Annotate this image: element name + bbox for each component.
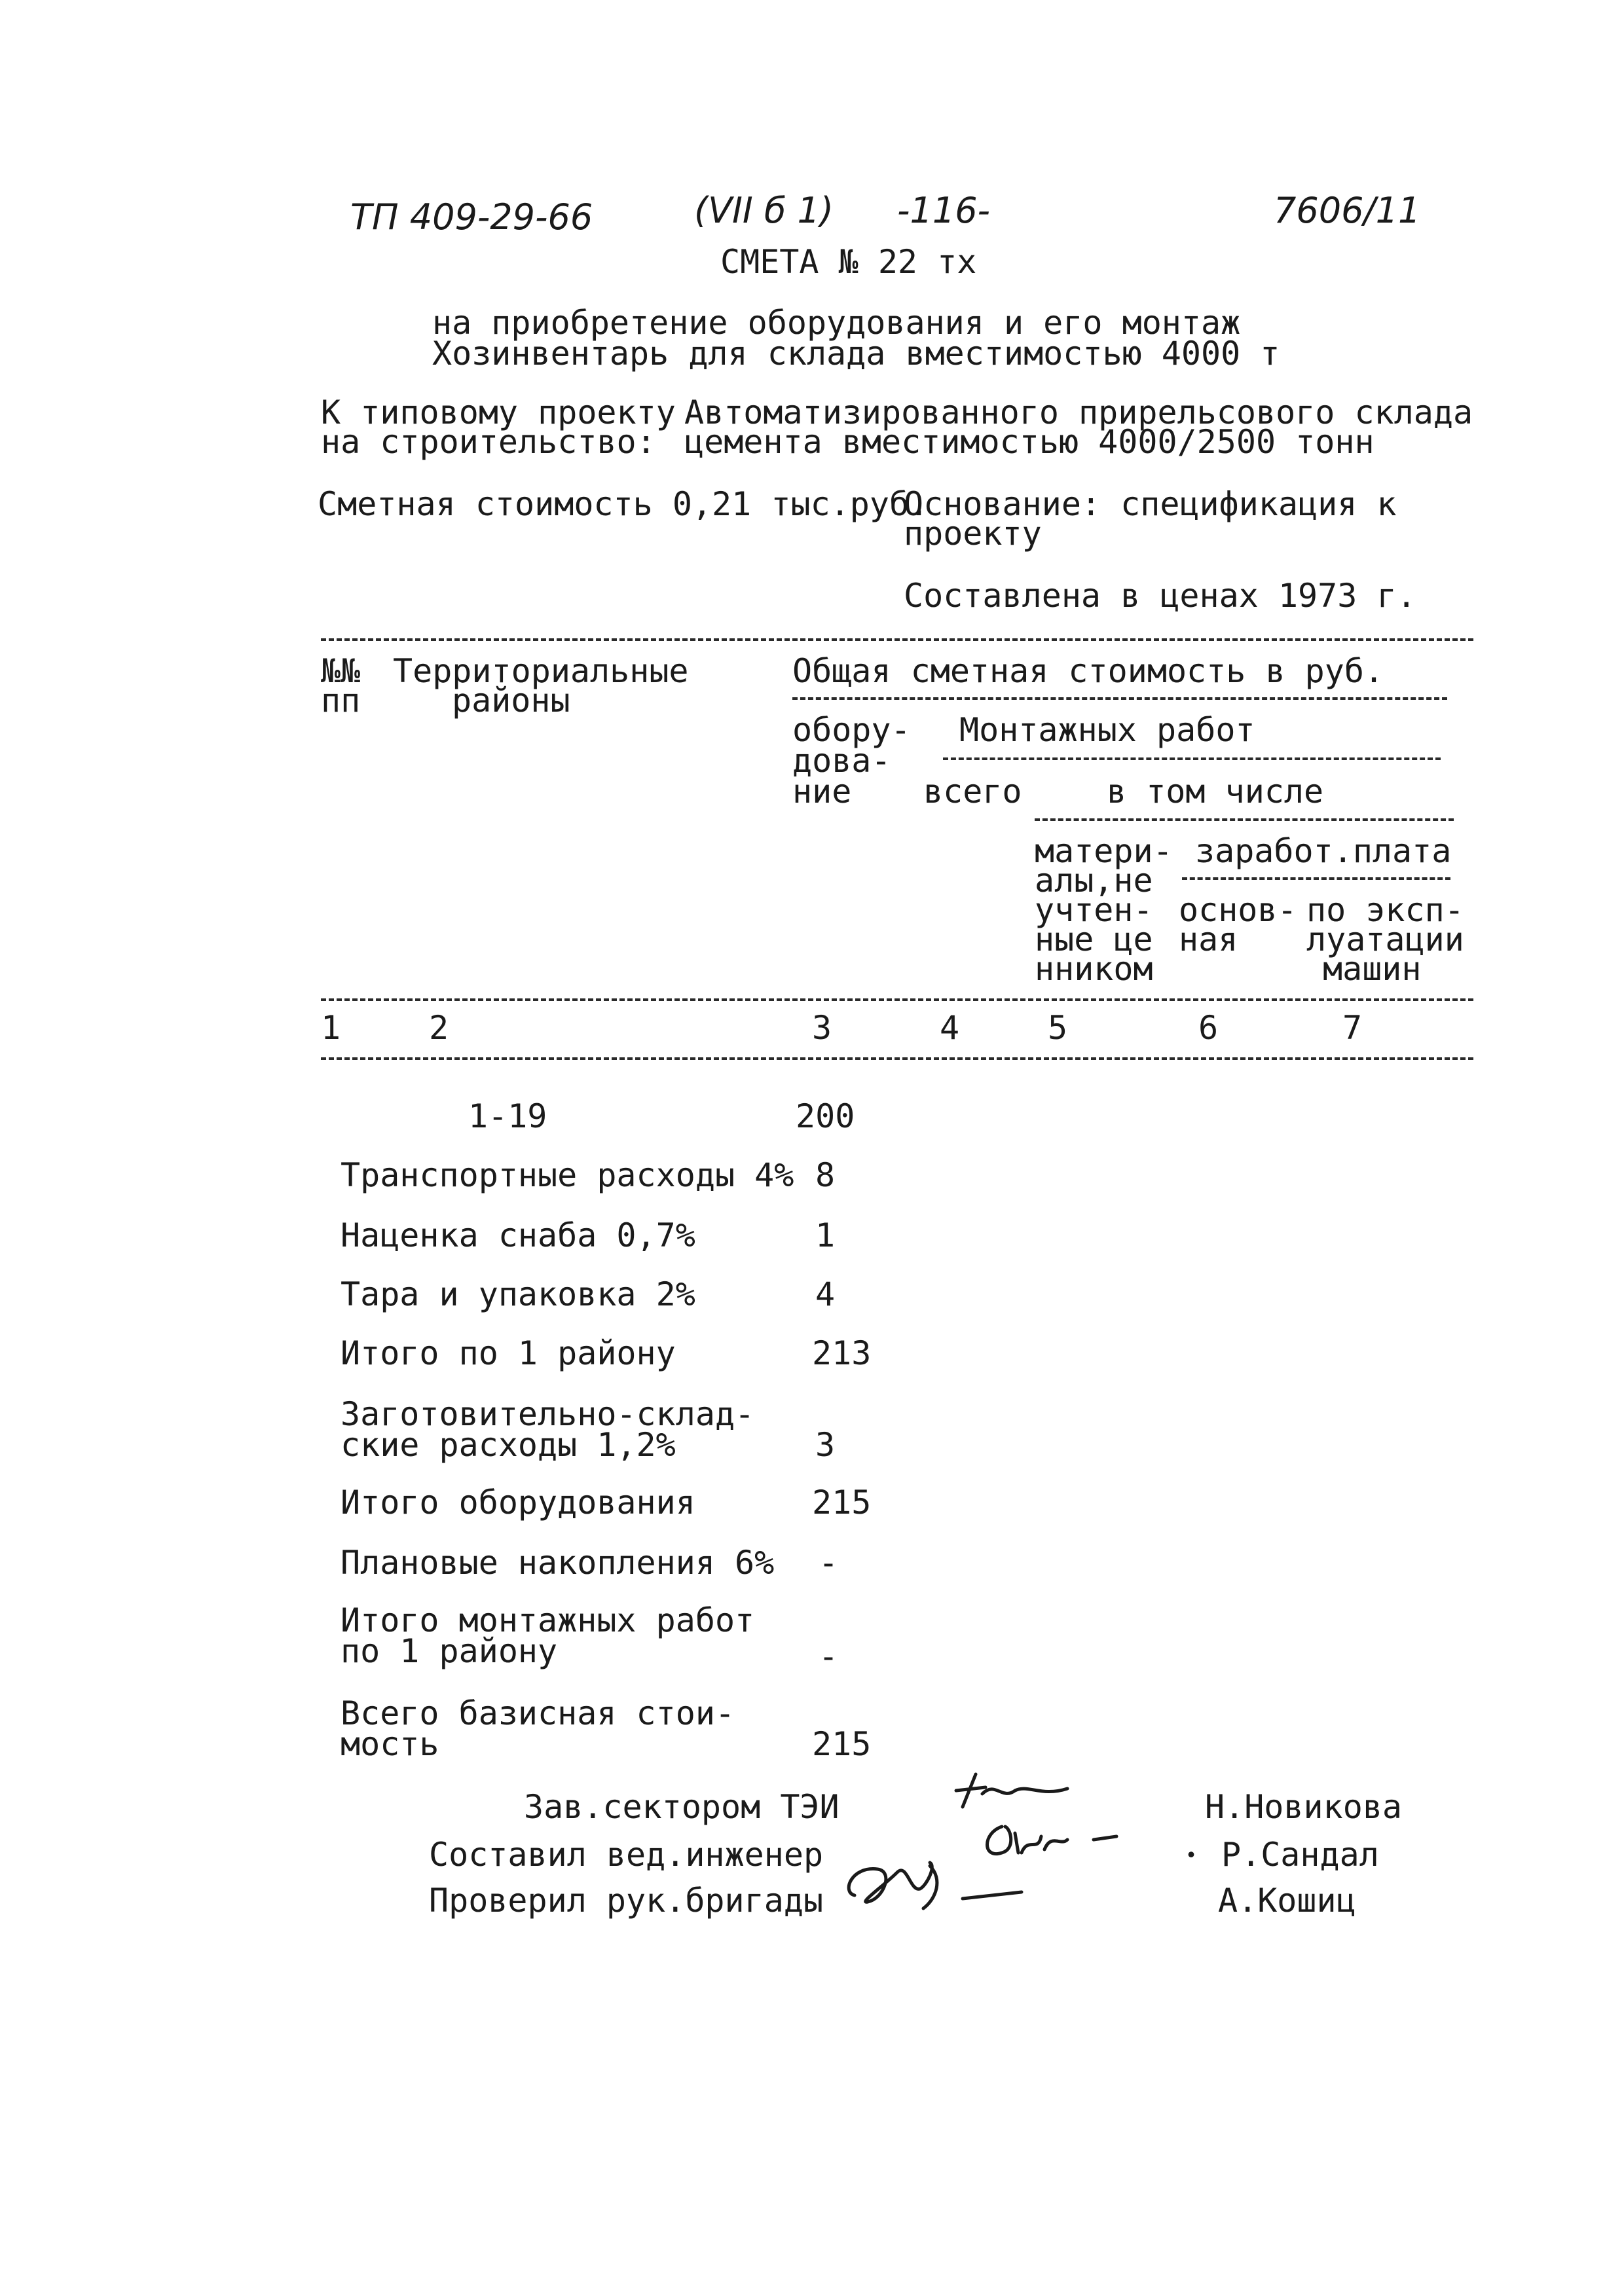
header-bottom-rule (321, 998, 1473, 1001)
signature-role: Зав.сектором ТЭИ (524, 1788, 840, 1826)
row-label: Тара и упаковка 2% (341, 1275, 695, 1313)
document-code: ТП 409-29-66 (350, 196, 593, 238)
row-label-continued: ские расходы 1,2% (341, 1426, 676, 1464)
row-label-continued: мость (341, 1725, 439, 1763)
col-index-1: 1 (321, 1009, 341, 1047)
wages-machines-header-2: луатации (1306, 920, 1464, 958)
col-index-7: 7 (1342, 1009, 1363, 1047)
col-number-header-2: пп (321, 682, 361, 720)
project-value-2: цемента вместимостью 4000/2500 тонн (684, 423, 1375, 461)
row-equipment-value: 213 (812, 1334, 872, 1372)
signature-role: Составил вед.инженер (429, 1836, 824, 1874)
price-level: Составлена в ценах 1973 г. (904, 577, 1416, 615)
row-equipment-value: 4 (815, 1275, 836, 1313)
row-label: Всего базисная стои- (341, 1694, 735, 1732)
table-body-top-rule (321, 1057, 1473, 1060)
col-regions-header-2: районы (452, 682, 570, 720)
project-value-1: Автоматизированного прирельсового склада (684, 393, 1473, 431)
signature-name: Н.Новикова (1205, 1788, 1403, 1826)
col-index-2: 2 (429, 1009, 449, 1047)
equipment-header-3: ние (792, 773, 852, 811)
signature-mark-dot: • (1185, 1844, 1198, 1867)
wages-basic-header-2: ная (1179, 920, 1238, 958)
row-label: Итого по 1 району (341, 1334, 676, 1372)
page-number: -116- (897, 190, 991, 231)
col-index-6: 6 (1198, 1009, 1219, 1047)
handwritten-signature (838, 1846, 1035, 1918)
wages-basic-header-1: основ- (1179, 891, 1297, 929)
row-equipment-value: 215 (812, 1725, 872, 1763)
row-equipment-value: 3 (815, 1426, 836, 1464)
basis-line-1: Основание: спецификация к (904, 485, 1397, 523)
row-equipment-value: 215 (812, 1484, 872, 1522)
materials-header-5: нником (1035, 950, 1153, 988)
subtitle-line-2: Хозинвентарь для склада вместимостью 4000 т (432, 335, 1280, 373)
estimated-cost: Сметная стоимость 0,21 тыс.руб. (318, 485, 929, 523)
including-header: в том числе (1107, 773, 1324, 811)
sheet-index: (VII б 1) (694, 190, 834, 231)
installation-header: Монтажных работ (959, 711, 1255, 749)
materials-header-4: ные це (1035, 920, 1153, 958)
col-regions-header-1: Территориальные (393, 652, 689, 690)
col-index-4: 4 (940, 1009, 960, 1047)
row-label: Наценка снаба 0,7% (341, 1216, 695, 1254)
col-index-5: 5 (1048, 1009, 1068, 1047)
document-title: СМЕТА № 22 тх (720, 243, 977, 281)
wages-machines-header-3: машин (1323, 950, 1422, 988)
row-label: Транспортные расходы 4% (341, 1156, 794, 1194)
row-label: Итого оборудования (341, 1484, 695, 1522)
basis-line-2: проекту (904, 515, 1042, 553)
project-label-2: на строительство: (321, 423, 656, 461)
project-label-1: К типовому проекту (321, 393, 676, 431)
equipment-header-1: обору- (792, 711, 911, 749)
col-index-3: 3 (812, 1009, 832, 1047)
row-label: Итого монтажных работ (341, 1601, 755, 1639)
signature-role: Проверил рук.бригады (429, 1882, 824, 1920)
materials-header-2: алы,не (1035, 862, 1153, 900)
subtitle-line-1: на приобретение оборудования и его монтаж (432, 304, 1241, 342)
wages-machines-header-1: по эксп- (1306, 891, 1464, 929)
row-label: Заготовительно-склад- (341, 1395, 755, 1433)
row-equipment-value: - (819, 1637, 839, 1675)
row-equipment-value: 1 (815, 1216, 836, 1254)
signature-name: А.Кошиц (1218, 1882, 1356, 1920)
col-number-header-1: №№ (321, 652, 361, 690)
row-equipment-value: 8 (815, 1156, 836, 1194)
header-rule-3 (1035, 818, 1454, 821)
materials-header-3: учтен- (1035, 891, 1153, 929)
row-equipment-value: 200 (796, 1097, 855, 1135)
installation-total-header: всего (923, 773, 1022, 811)
equipment-header-2: дова- (792, 742, 891, 780)
header-rule-1 (792, 697, 1447, 700)
header-rule-2 (943, 757, 1441, 760)
table-top-rule (321, 638, 1473, 641)
header-rule-4 (1182, 877, 1450, 880)
row-label: 1-19 (468, 1097, 547, 1135)
signature-name: Р.Сандал (1221, 1836, 1379, 1874)
materials-header-1: матери- (1035, 832, 1173, 870)
archive-number: 7606/11 (1274, 190, 1421, 231)
wages-header: заработ.плата (1195, 832, 1452, 870)
handwritten-signature (950, 1761, 1080, 1820)
total-cost-header: Общая сметная стоимость в руб. (792, 652, 1384, 690)
row-label-continued: по 1 району (341, 1632, 558, 1670)
row-label: Плановые накопления 6% (341, 1544, 775, 1582)
row-equipment-value: - (819, 1544, 839, 1582)
